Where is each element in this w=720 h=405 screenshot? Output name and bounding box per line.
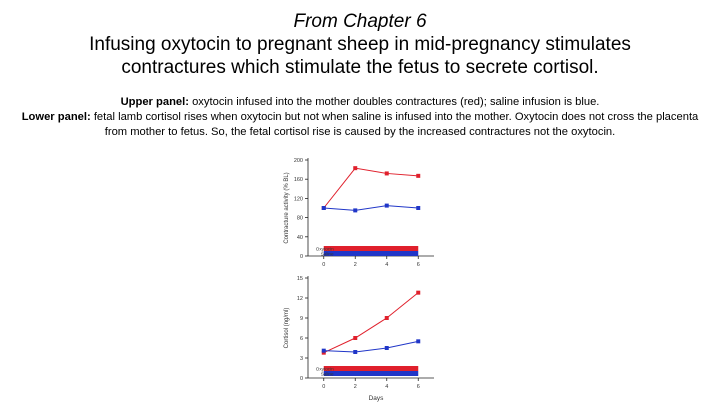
figure	[268, 148, 448, 403]
panel1-y-tick-label: 160	[293, 177, 303, 184]
panel2-saline-point	[385, 346, 389, 350]
panel2-x-tick-label: 6	[416, 384, 420, 390]
panel2-legend-oxytocin: Oxytocin	[315, 366, 334, 372]
panel1-x-tick-label: 0	[322, 262, 326, 268]
panel2-x-tick-label: 4	[385, 384, 389, 390]
panel1-saline-point	[416, 206, 420, 210]
panel2-y-tick-label: 15	[296, 276, 303, 282]
panel1-oxytocin-bar	[324, 246, 419, 251]
upper-panel-label: Upper panel:	[120, 96, 189, 108]
panel2-legend-saline: Saline	[320, 371, 334, 377]
panel1-oxytocin-line	[324, 168, 419, 208]
panel2-saline-line	[324, 341, 419, 352]
panel1-y-tick-label: 40	[296, 234, 303, 241]
panel1-oxytocin-point	[416, 174, 420, 178]
panel2-oxytocin-point	[416, 291, 420, 295]
panel1-legend-oxytocin: Oxytocin	[315, 246, 334, 252]
panel1-oxytocin-point	[385, 171, 389, 175]
panel2-y-tick-label: 6	[299, 336, 303, 342]
chapter-title: From Chapter 6	[293, 11, 427, 32]
panel1-x-tick-label: 4	[385, 262, 389, 268]
panel1-y-axis-label: Contracture activity (% BL)	[284, 172, 290, 244]
lower-panel-text: fetal lamb cortisol rises when oxytocin but not when saline is infused into the mother. Oxytocin does not cross the placenta from mother to fetus. So, the fetal cortisol rise is caused by the increased contractures not the oxytocin.	[90, 111, 699, 138]
panel1-saline-point	[322, 206, 326, 210]
panel1-saline-point	[385, 204, 389, 208]
panel1-y-tick-label: 200	[293, 158, 303, 164]
panel2-saline-point	[322, 349, 326, 353]
panel2-oxytocin-bar	[324, 366, 419, 371]
panel2-oxytocin-line	[324, 293, 419, 353]
upper-panel-text: oxytocin infused into the mother doubles contractures (red); saline infusion is blue.	[188, 96, 600, 108]
panel1-saline-point	[353, 208, 357, 212]
panel2-y-tick-label: 9	[299, 316, 303, 322]
panel2-y-tick-label: 12	[296, 296, 303, 302]
panel1-saline-line	[324, 206, 419, 211]
headline-line-2: contractures which stimulate the fetus to secrete cortisol.	[121, 57, 599, 78]
panel1-x-tick-label: 6	[416, 262, 420, 268]
panel2-y-tick-label: 0	[299, 376, 303, 382]
headline-line-1: Infusing oxytocin to pregnant sheep in mid-pregnancy stimulates	[89, 34, 631, 55]
description	[14, 95, 706, 140]
panel1-legend-saline: Saline	[320, 251, 334, 257]
lower-panel-description	[14, 110, 706, 140]
panel2-y-tick-label: 3	[299, 356, 303, 362]
upper-panel-description	[14, 95, 706, 110]
panel2-saline-point	[353, 350, 357, 354]
panel2-saline-bar	[324, 371, 419, 376]
panel2-oxytocin-point	[353, 336, 357, 340]
title-block	[0, 10, 720, 79]
panel1-y-tick-label: 0	[299, 254, 303, 260]
panel2-saline-point	[416, 339, 420, 343]
panel2-x-tick-label: 2	[353, 384, 357, 390]
panel2-y-axis-label: Cortisol (ng/ml)	[284, 307, 290, 349]
panel1-saline-bar	[324, 251, 419, 256]
lower-panel-label: Lower panel:	[21, 111, 91, 123]
panel2-oxytocin-point	[385, 316, 389, 320]
panel1-x-tick-label: 2	[353, 262, 357, 268]
panel2-x-axis-label: Days	[368, 395, 384, 402]
panel2-x-tick-label: 0	[322, 384, 326, 390]
panel1-oxytocin-point	[353, 166, 357, 170]
panel1-y-tick-label: 120	[293, 196, 303, 203]
panel1-y-tick-label: 80	[296, 215, 303, 222]
